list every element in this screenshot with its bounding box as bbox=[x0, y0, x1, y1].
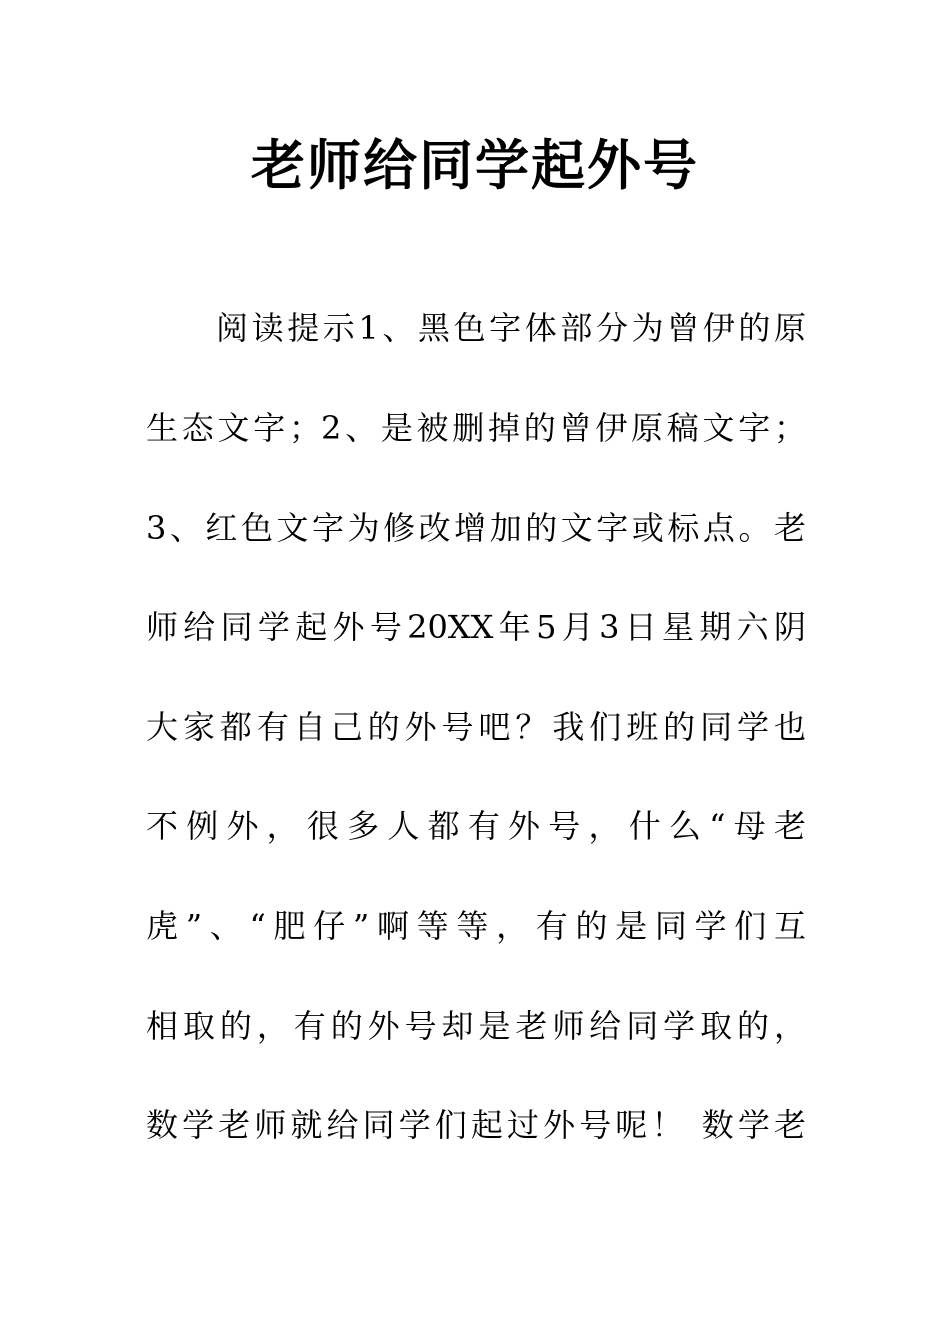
paragraph-line-3: 3、红色文字为修改增加的文字或标点。老 bbox=[146, 509, 806, 547]
paragraph-line-8: 相取的，有的外号却是老师给同学取的， bbox=[146, 1007, 806, 1045]
paragraph-line-5: 大家都有自己的外号吧？我们班的同学也 bbox=[146, 708, 806, 746]
paragraph-line-9: 数学老师就给同学们起过外号呢！ 数学老 bbox=[146, 1106, 806, 1144]
paragraph-line-2: 生态文字；2、是被删掉的曾伊原稿文字； bbox=[146, 409, 806, 447]
paragraph-line-1: 阅读提示1、黑色字体部分为曾伊的原 bbox=[216, 309, 806, 347]
document-title: 老师给同学起外号 bbox=[251, 134, 699, 197]
paragraph-line-4: 师给同学起外号20XX年5月3日星期六阴 bbox=[146, 608, 806, 646]
paragraph-line-6: 不例外，很多人都有外号，什么“母老 bbox=[146, 807, 806, 845]
paragraph-line-7: 虎”、“肥仔”啊等等，有的是同学们互 bbox=[146, 907, 806, 945]
